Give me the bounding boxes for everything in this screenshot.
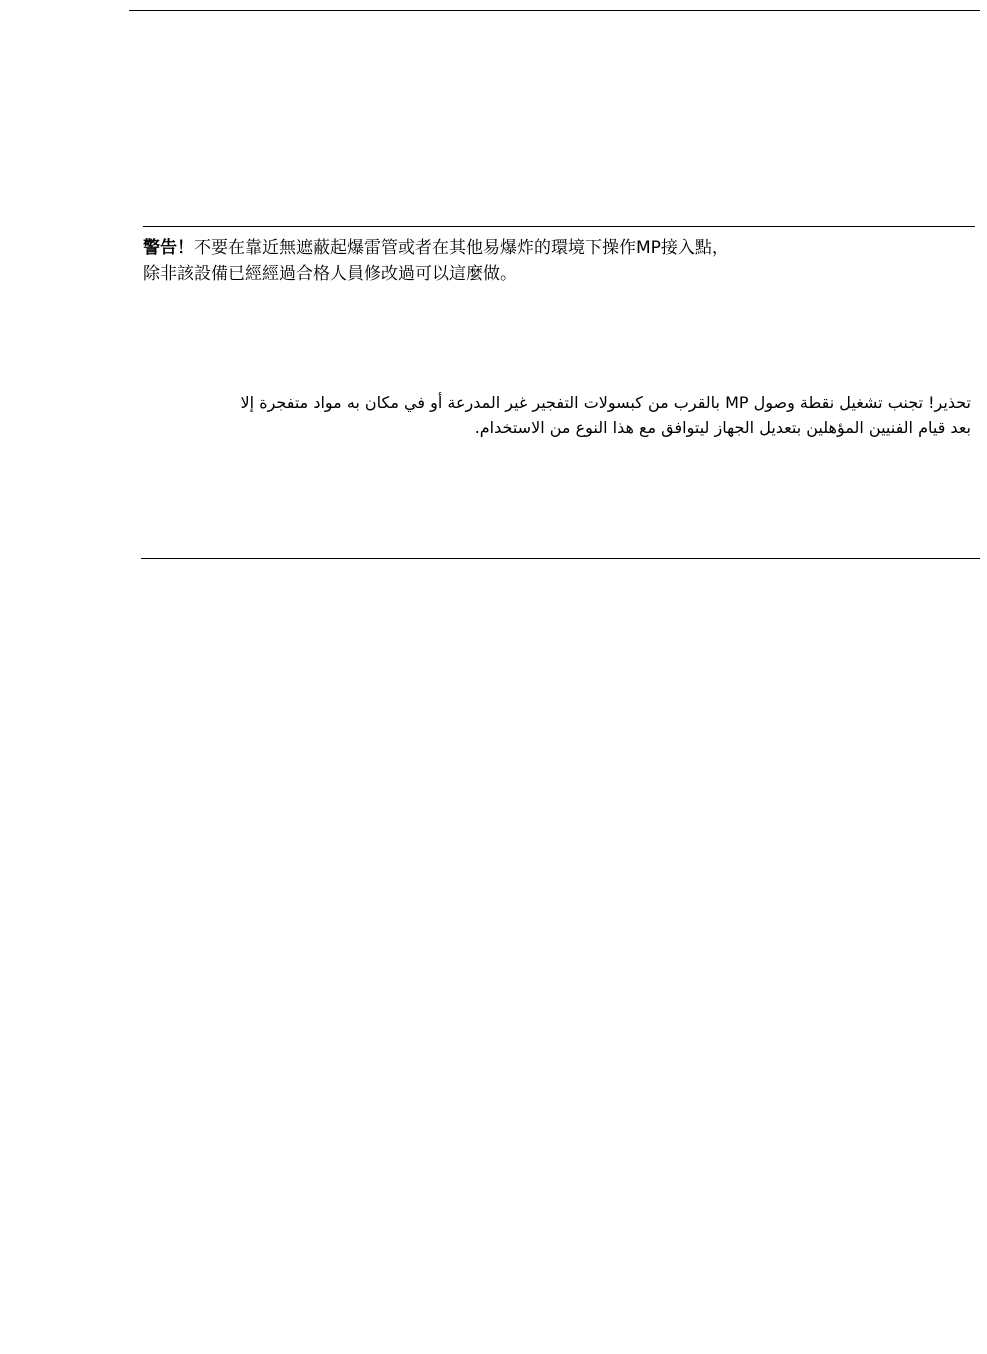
bottom-divider (141, 558, 980, 559)
warning-chinese-text-1: 不要在靠近無遮蔽起爆雷管或者在其他易爆炸的環境下操作MP接入點， (194, 238, 729, 258)
warning-chinese (143, 235, 963, 287)
top-divider (129, 10, 980, 11)
section-divider (143, 226, 975, 227)
warning-chinese-line-1 (143, 235, 963, 261)
warning-chinese-text-2: 除非該設備已經經過合格人員修改過可以這麼做。 (143, 264, 517, 284)
warning-chinese-label: 警告！ (143, 238, 194, 258)
warning-arabic-line-2: بعد قيام الفنيين المؤهلين بتعديل الجهاز ليتوافق مع هذا النوع من الاستخدام. (474, 418, 971, 437)
warning-arabic-line-1: تحذير! تجنب تشغيل نقطة وصول MP بالقرب من كبسولات التفجير غير المدرعة أو في مكان به مواد متفجرة إلا (240, 393, 971, 412)
warning-arabic (200, 390, 971, 440)
